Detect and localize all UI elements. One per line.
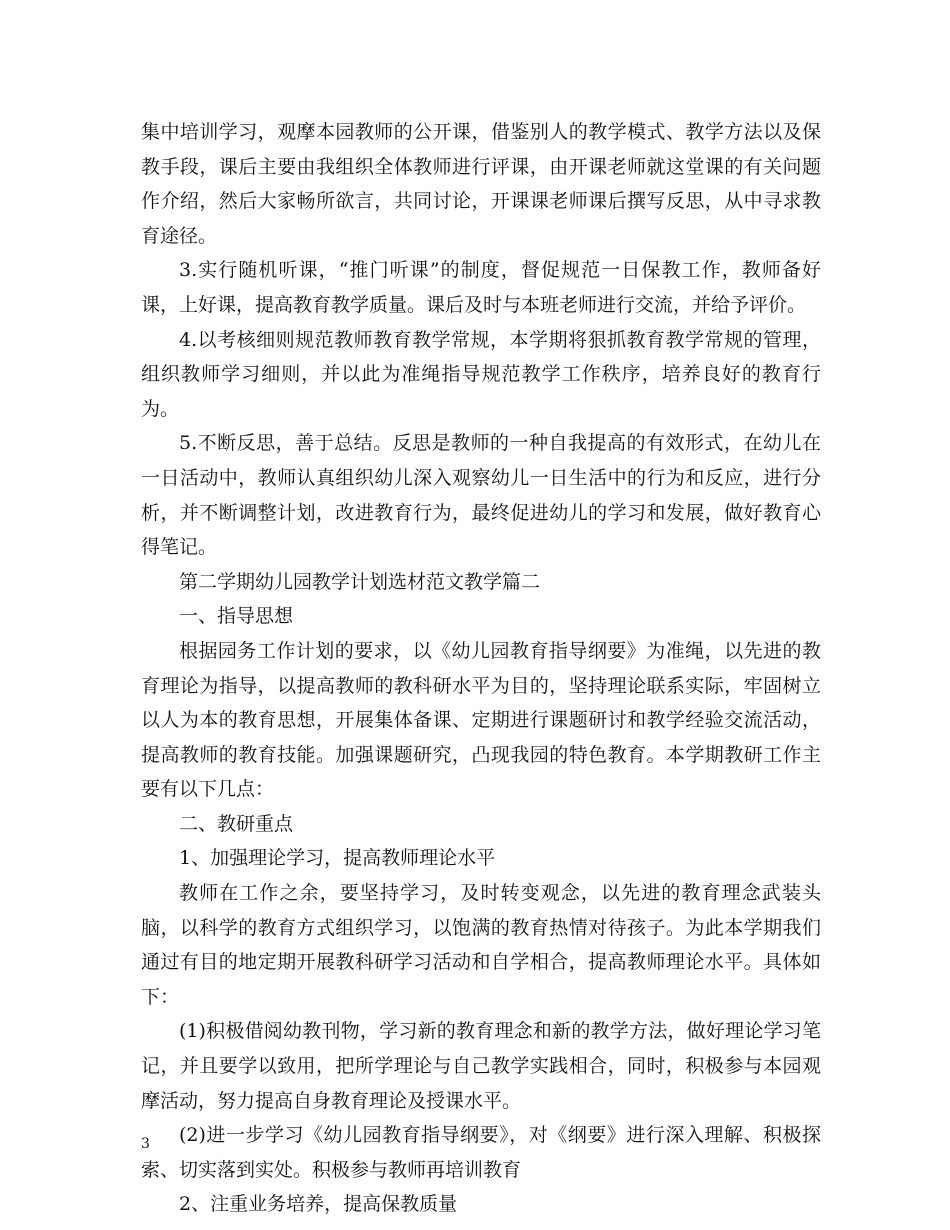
paragraph: 4.以考核细则规范教师教育教学常规，本学期将狠抓教育教学常规的管理，组织教师学习细则，并以此为准绳指导规范教学工作秩序，培养良好的教育行为。: [141, 328, 821, 420]
document-body: [141, 115, 821, 1222]
paragraph: (1)积极借阅幼教刊物，学习新的教育理念和新的教学方法，做好理论学习笔记，并且要学以致用，把所学理论与自己教学实践相合，同时，积极参与本园观摩活动，努力提高自身教育理论及授课水平。: [141, 1020, 821, 1112]
section-title: 第二学期幼儿园教学计划选材范文教学篇二: [179, 570, 541, 593]
page-number: 3: [141, 1136, 150, 1152]
subheading: 1、加强理论学习，提高教师理论水平: [179, 847, 496, 870]
subheading: 2、注重业务培养，提高保教质量: [179, 1193, 458, 1216]
paragraph: 教师在工作之余，要坚持学习，及时转变观念，以先进的教育理念武装头脑，以科学的教育方式组织学习，以饱满的教育热情对待孩子。为此本学期我们通过有目的地定期开展教科研学习活动和自学相合，提高教师理论水平。具体如下：: [141, 882, 821, 1008]
paragraph: 集中培训学习，观摩本园教师的公开课，借鉴别人的教学模式、教学方法以及保教手段，课后主要由我组织全体教师进行评课，由开课老师就这堂课的有关问题作介绍，然后大家畅所欲言，共同讨论，开课课老师课后撰写反思，从中寻求教育途径。: [141, 121, 821, 247]
paragraph: 根据园务工作计划的要求，以《幼儿园教育指导纲要》为准绳，以先进的教育理论为指导，以提高教师的教科研水平为目的，坚持理论联系实际，牢固树立以人为本的教育思想，开展集体备课、定期进行课题研讨和教学经验交流活动，提高教师的教育技能。加强课题研究，凸现我园的特色教育。本学期教研工作主要有以下几点：: [141, 639, 821, 801]
paragraph: 3.实行随机听课，“推门听课”的制度，督促规范一日保教工作，教师备好课，上好课，提高教育教学质量。课后及时与本班老师进行交流，并给予评价。: [141, 259, 821, 316]
paragraph: (2)进一步学习《幼儿园教育指导纲要》，对《纲要》进行深入理解、积极探索、切实落到实处。积极参与教师再培训教育: [141, 1124, 821, 1181]
heading: 二、教研重点: [179, 812, 294, 835]
paragraph: 5.不断反思，善于总结。反思是教师的一种自我提高的有效形式，在幼儿在一日活动中，教师认真组织幼儿深入观察幼儿一日生活中的行为和反应，进行分析，并不断调整计划，改进教育行为，最终促进幼儿的学习和发展，做好教育心得笔记。: [141, 432, 821, 559]
heading: 一、指导思想: [179, 605, 294, 628]
